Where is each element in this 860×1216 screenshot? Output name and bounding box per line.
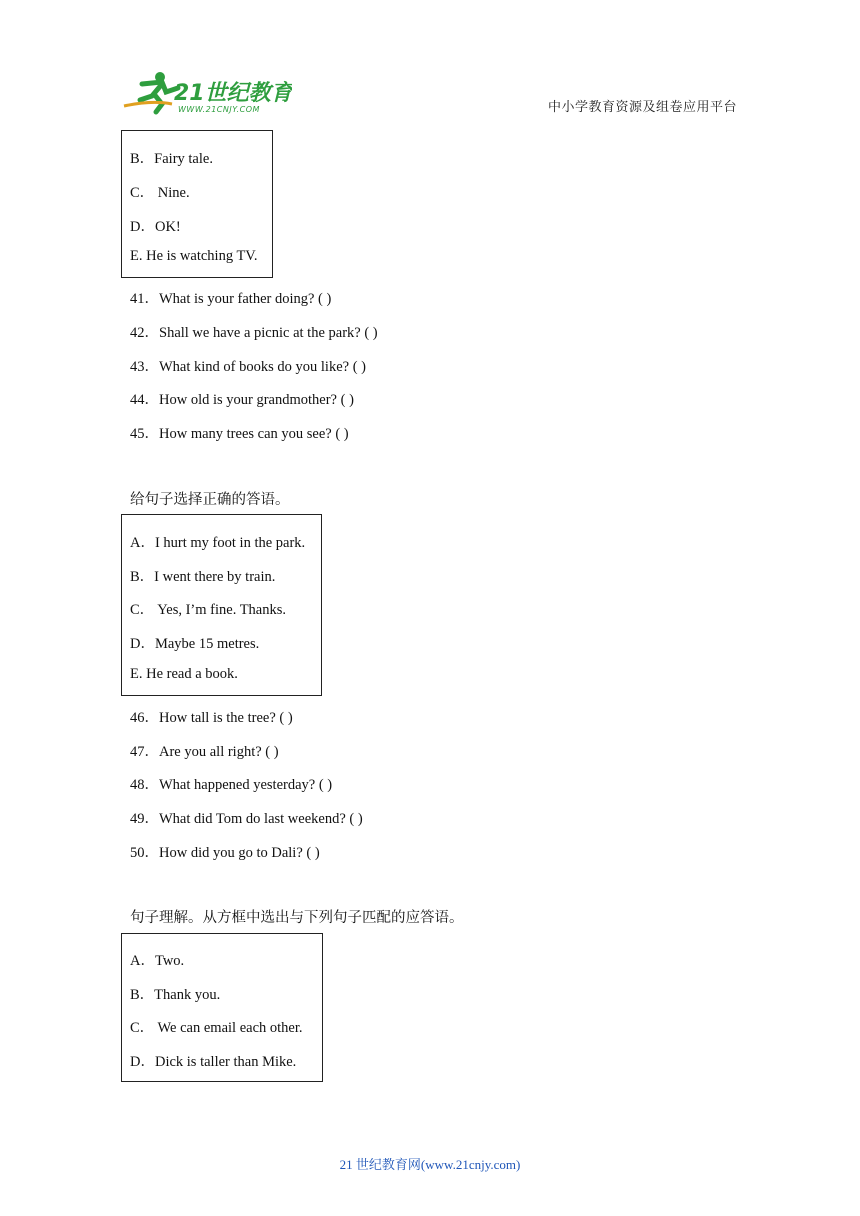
option-a: A．Two.	[130, 953, 185, 969]
question-44: 44．How old is your grandmother? ( )	[130, 392, 354, 408]
section2-instruction: 给句子选择正确的答语。	[130, 492, 290, 508]
question-45: 45．How many trees can you see? ( )	[130, 426, 349, 442]
question-42: 42．Shall we have a picnic at the park? ( )	[130, 325, 378, 341]
options-box-2	[121, 514, 322, 696]
options-box-1	[121, 130, 273, 278]
footer-link[interactable]: 21 世纪教育网(www.21cnjy.com)	[339, 1157, 521, 1172]
question-48: 48．What happened yesterday? ( )	[130, 777, 333, 793]
option-e: E. He read a book.	[130, 666, 238, 682]
runner-logo-icon	[124, 72, 178, 112]
option-b: B．Fairy tale.	[130, 151, 213, 167]
question-41: 41．What is your father doing? ( )	[130, 291, 332, 307]
option-d: D．OK!	[130, 219, 181, 235]
option-c: C． Nine.	[130, 185, 190, 201]
option-e: E. He is watching TV.	[130, 248, 258, 264]
option-d: D．Dick is taller than Mike.	[130, 1054, 297, 1070]
logo-url-text: WWW.21CNJY.COM	[178, 105, 260, 114]
site-logo	[122, 70, 292, 116]
option-a: A．I hurt my foot in the park.	[130, 535, 306, 551]
question-43: 43．What kind of books do you like? ( )	[130, 359, 366, 375]
option-b: B．I went there by train.	[130, 569, 276, 585]
question-47: 47．Are you all right? ( )	[130, 744, 279, 760]
option-b: B．Thank you.	[130, 987, 221, 1003]
question-46: 46．How tall is the tree? ( )	[130, 710, 293, 726]
platform-label: 中小学教育资源及组卷应用平台	[548, 99, 738, 114]
options-box-3	[121, 933, 323, 1082]
option-c: C． Yes, I’m fine. Thanks.	[130, 602, 287, 618]
question-50: 50．How did you go to Dali? ( )	[130, 845, 320, 861]
option-d: D．Maybe 15 metres.	[130, 636, 260, 652]
logo-text: 21世纪教育	[174, 81, 292, 106]
option-c: C． We can email each other.	[130, 1020, 303, 1036]
question-49: 49．What did Tom do last weekend? ( )	[130, 811, 363, 827]
section3-instruction: 句子理解。从方框中选出与下列句子匹配的应答语。	[130, 910, 464, 926]
